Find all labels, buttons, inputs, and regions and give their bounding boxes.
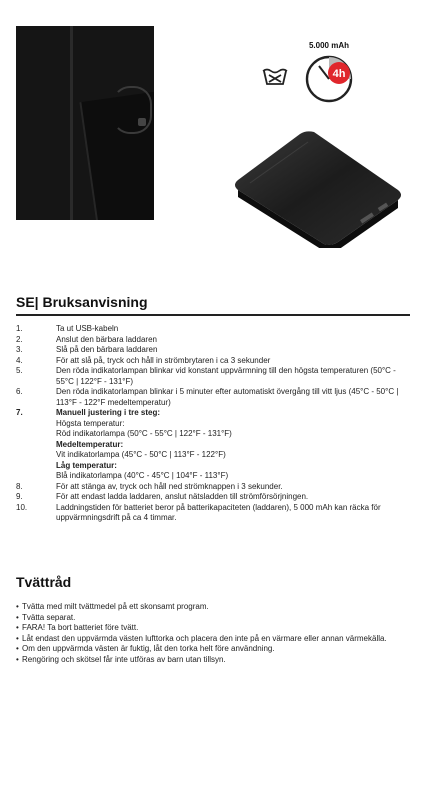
list-item: Högsta temperatur: — [56, 418, 125, 428]
care-list — [16, 602, 412, 665]
hand-wash-icon — [262, 67, 288, 87]
list-item: • Om den uppvärmda västen är fuktig, låt den torka helt före användning. — [16, 644, 275, 653]
list-item: 7. Manuell justering i tre steg: — [16, 408, 161, 417]
instructions-title: SE| Bruksanvisning — [16, 294, 148, 310]
list-item: Vit indikatorlampa (45°C - 50°C | 113°F - 122°F) — [56, 450, 226, 459]
list-item: Medeltemperatur: — [56, 439, 124, 449]
usb-plug — [138, 118, 146, 126]
list-item: 1. Ta ut USB-kabeln — [16, 324, 119, 333]
list-item: 9. För att endast ladda laddaren, anslut nätsladden till strömförsörjningen. — [16, 492, 309, 501]
instruction-list — [16, 324, 412, 524]
heated-vest-photo — [16, 26, 154, 220]
bullet-icon: • — [16, 623, 19, 632]
power-bank-image — [228, 128, 408, 248]
list-item: • Låt endast den uppvärmda västen lufttorka och placera den inte på en värmare eller annan värmekälla. — [16, 633, 387, 643]
list-item: 6. Den röda indikatorlampan blinkar i 5 minuter efter automatiskt övergång till vitt ljus (45°C - 50°C | — [16, 387, 399, 396]
bullet-icon: • — [16, 633, 19, 643]
timer-icon — [303, 53, 357, 103]
usb-cable — [112, 86, 152, 134]
list-item: • Tvätta med milt tvättmedel på ett skonsamt program. — [16, 602, 209, 611]
bullet-icon: • — [16, 654, 19, 664]
list-item: 4. För att slå på, tryck och håll in strömbrytaren i ca 3 sekunder — [16, 355, 271, 365]
timer-hours-text: 4h — [332, 68, 346, 80]
list-item: Röd indikatorlampa (50°C - 55°C | 122°F - 131°F) — [56, 429, 232, 438]
bullet-icon: • — [16, 602, 19, 611]
list-item: • Rengöring och skötsel får inte utföras av barn utan tillsyn. — [16, 654, 226, 664]
bullet-icon: • — [16, 612, 19, 622]
capacity-label: 5.000 mAh — [308, 41, 350, 50]
list-item: 3. Slå på den bärbara laddaren — [16, 345, 158, 354]
list-item: • FARA! Ta bort batteriet före tvätt. — [16, 623, 139, 632]
list-item: 10. Laddningstiden för batteriet beror på batterikapaciteten (laddaren), 5 000 mAh kan räcka för uppvärmningsdrift på ca 4 timmar. — [16, 502, 381, 522]
list-item: 2. Anslut den bärbara laddaren — [16, 334, 157, 344]
list-item: Låg temperatur: — [56, 460, 117, 470]
list-item: 5. Den röda indikatorlampan blinkar vid konstant uppvärmning till den högsta temperaturen (50°C - 55°C | 122°F - 131°F) — [16, 366, 396, 386]
list-item: • Tvätta separat. — [16, 612, 76, 622]
title-divider — [16, 314, 410, 316]
list-item: Blå indikatorlampa (40°C - 45°C | 104°F - 113°F) — [56, 471, 229, 480]
vest-zipper — [70, 26, 73, 220]
list-item: 113°F - 122°F medeltemperatur) — [56, 397, 171, 407]
care-title: Tvättråd — [16, 574, 72, 590]
list-item: 8. För att stänga av, tryck och håll ned strömknappen i 3 sekunder. — [16, 481, 283, 491]
bullet-icon: • — [16, 644, 19, 653]
